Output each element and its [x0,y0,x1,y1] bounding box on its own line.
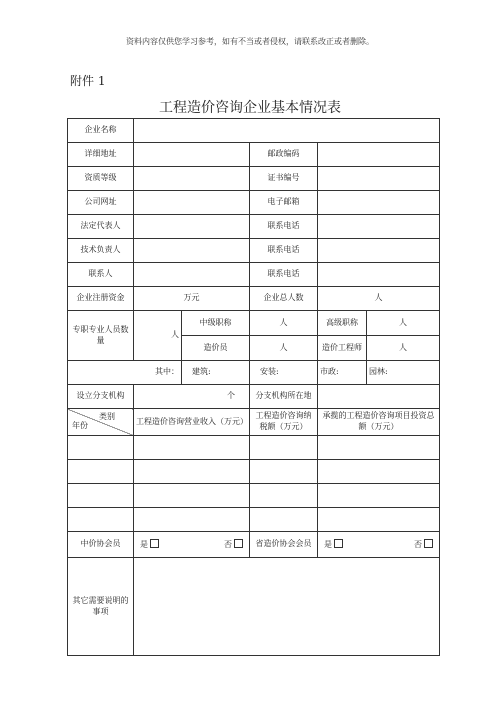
form-title: 工程造价咨询企业基本情况表 [159,100,341,116]
cert-no-field[interactable] [318,167,440,191]
yes-label: 是 [324,539,332,549]
unit-person: 人 [279,317,288,327]
capital-field[interactable] [134,287,250,311]
attachment-label: 附件 1 [70,74,106,88]
unit-person: 人 [171,330,179,340]
china-assoc-no-option[interactable] [224,539,243,551]
tech-lead-label: 技术负责人 [68,239,134,263]
total-staff-field[interactable] [318,287,440,311]
unit-person: 人 [279,342,288,352]
china-assoc-yes-option[interactable] [140,539,159,551]
building-field[interactable] [182,361,250,385]
table-row [68,385,440,409]
tax-cell[interactable] [250,508,318,532]
table-row [68,143,440,167]
senior-title-field[interactable] [367,311,440,336]
phone-label: 联系电话 [250,215,318,239]
table-row [68,311,440,336]
checkbox-icon[interactable] [334,539,343,548]
company-info-table [67,118,440,656]
prov-assoc-choice [318,532,440,558]
year-cell[interactable] [68,436,134,460]
invest-cell[interactable] [318,484,440,508]
email-label: 电子邮箱 [250,191,318,215]
yes-label: 是 [140,539,148,549]
invest-cell[interactable] [318,508,440,532]
contact-phone-field[interactable] [318,263,440,287]
checkbox-icon[interactable] [234,539,243,548]
year-cell[interactable] [68,508,134,532]
year-label: 年份 [72,421,88,431]
cost-engineer-label: 造价工程师 [318,336,367,361]
qualification-label: 资质等级 [68,167,134,191]
prov-assoc-yes-option[interactable] [324,539,343,551]
senior-title-label: 高级职称 [318,311,367,336]
table-row [68,436,440,460]
tech-lead-phone-field[interactable] [318,239,440,263]
header-note: 资料内容仅供您学习参考，如有不当或者侵权，请联系改正或者删除。 [126,37,374,46]
staff-count-field[interactable] [134,311,182,361]
table-row [68,460,440,484]
website-label: 公司网址 [68,191,134,215]
unit-wan: 万元 [183,293,200,303]
china-assoc-choice [134,532,250,558]
address-label: 详细地址 [68,143,134,167]
table-row [68,409,440,436]
tax-cell[interactable] [250,460,318,484]
legal-rep-field[interactable] [134,215,250,239]
invest-cell[interactable] [318,460,440,484]
qualification-field[interactable] [134,167,250,191]
branch-location-field[interactable] [318,385,440,409]
revenue-cell[interactable] [134,484,250,508]
contact-field[interactable] [134,263,250,287]
no-label: 否 [414,539,422,549]
legal-rep-phone-field[interactable] [318,215,440,239]
revenue-header: 工程造价咨询营业收入（万元） [134,409,250,436]
phone-label: 联系电话 [250,239,318,263]
company-name-field[interactable] [134,119,440,143]
revenue-cell[interactable] [134,460,250,484]
tech-lead-field[interactable] [134,239,250,263]
table-row [68,119,440,143]
address-field[interactable] [134,143,250,167]
invest-header: 承揽的工程造价咨询项目投资总额（万元） [318,409,440,436]
invest-cell[interactable] [318,436,440,460]
install-field[interactable] [250,361,318,385]
postcode-field[interactable] [318,143,440,167]
mid-title-label: 中级职称 [182,311,250,336]
mid-title-field[interactable] [250,311,318,336]
company-name-label: 企业名称 [68,119,134,143]
china-assoc-label: 中价协会员 [68,532,134,558]
table-row [68,508,440,532]
tax-cell[interactable] [250,484,318,508]
among-label: 其中： [68,361,182,385]
municipal-field[interactable] [318,361,367,385]
year-cell[interactable] [68,460,134,484]
cost-engineer-field[interactable] [367,336,440,361]
table-row [68,558,440,656]
revenue-cell[interactable] [134,508,250,532]
category-year-header [68,409,134,436]
total-staff-label: 企业总人数 [250,287,318,311]
table-row [68,215,440,239]
table-row [68,191,440,215]
other-notes-label: 其它需要说明的事项 [68,558,134,656]
install-label: 安装: [260,367,279,377]
unit-ge: 个 [227,391,235,401]
municipal-label: 市政: [320,367,339,377]
category-label: 类别 [99,412,115,421]
email-field[interactable] [318,191,440,215]
capital-label: 企业注册资金 [68,287,134,311]
prov-assoc-label: 省造价协会会员 [250,532,318,558]
table-row [68,484,440,508]
unit-person: 人 [399,317,407,327]
building-label: 建筑: [192,367,211,377]
cost-staff-label: 造价员 [182,336,250,361]
other-notes-field[interactable] [134,558,440,656]
tax-header: 工程造价咨询纳税额（万元） [250,409,318,436]
table-row [68,263,440,287]
branch-count-field[interactable] [134,385,250,409]
staff-count-label: 专职专业人员数量 [68,311,134,361]
unit-person: 人 [399,342,407,352]
garden-field[interactable] [367,361,440,385]
unit-person: 人 [374,293,383,303]
table-row [68,361,440,385]
branch-label: 设立分支机构 [68,385,134,409]
cert-no-label: 证书编号 [250,167,318,191]
legal-rep-label: 法定代表人 [68,215,134,239]
checkbox-icon[interactable] [424,539,433,548]
no-label: 否 [224,539,232,549]
contact-label: 联系人 [68,263,134,287]
branch-location-label: 分支机构所在地 [250,385,318,409]
revenue-cell[interactable] [134,436,250,460]
table-row [68,239,440,263]
postcode-label: 邮政编码 [250,143,318,167]
table-row [68,287,440,311]
garden-label: 园林: [369,367,388,377]
year-cell[interactable] [68,484,134,508]
phone-label: 联系电话 [250,263,318,287]
checkbox-icon[interactable] [150,539,159,548]
table-row [68,532,440,558]
table-row [68,167,440,191]
website-field[interactable] [134,191,250,215]
prov-assoc-no-option[interactable] [414,539,433,551]
cost-staff-field[interactable] [250,336,318,361]
tax-cell[interactable] [250,436,318,460]
